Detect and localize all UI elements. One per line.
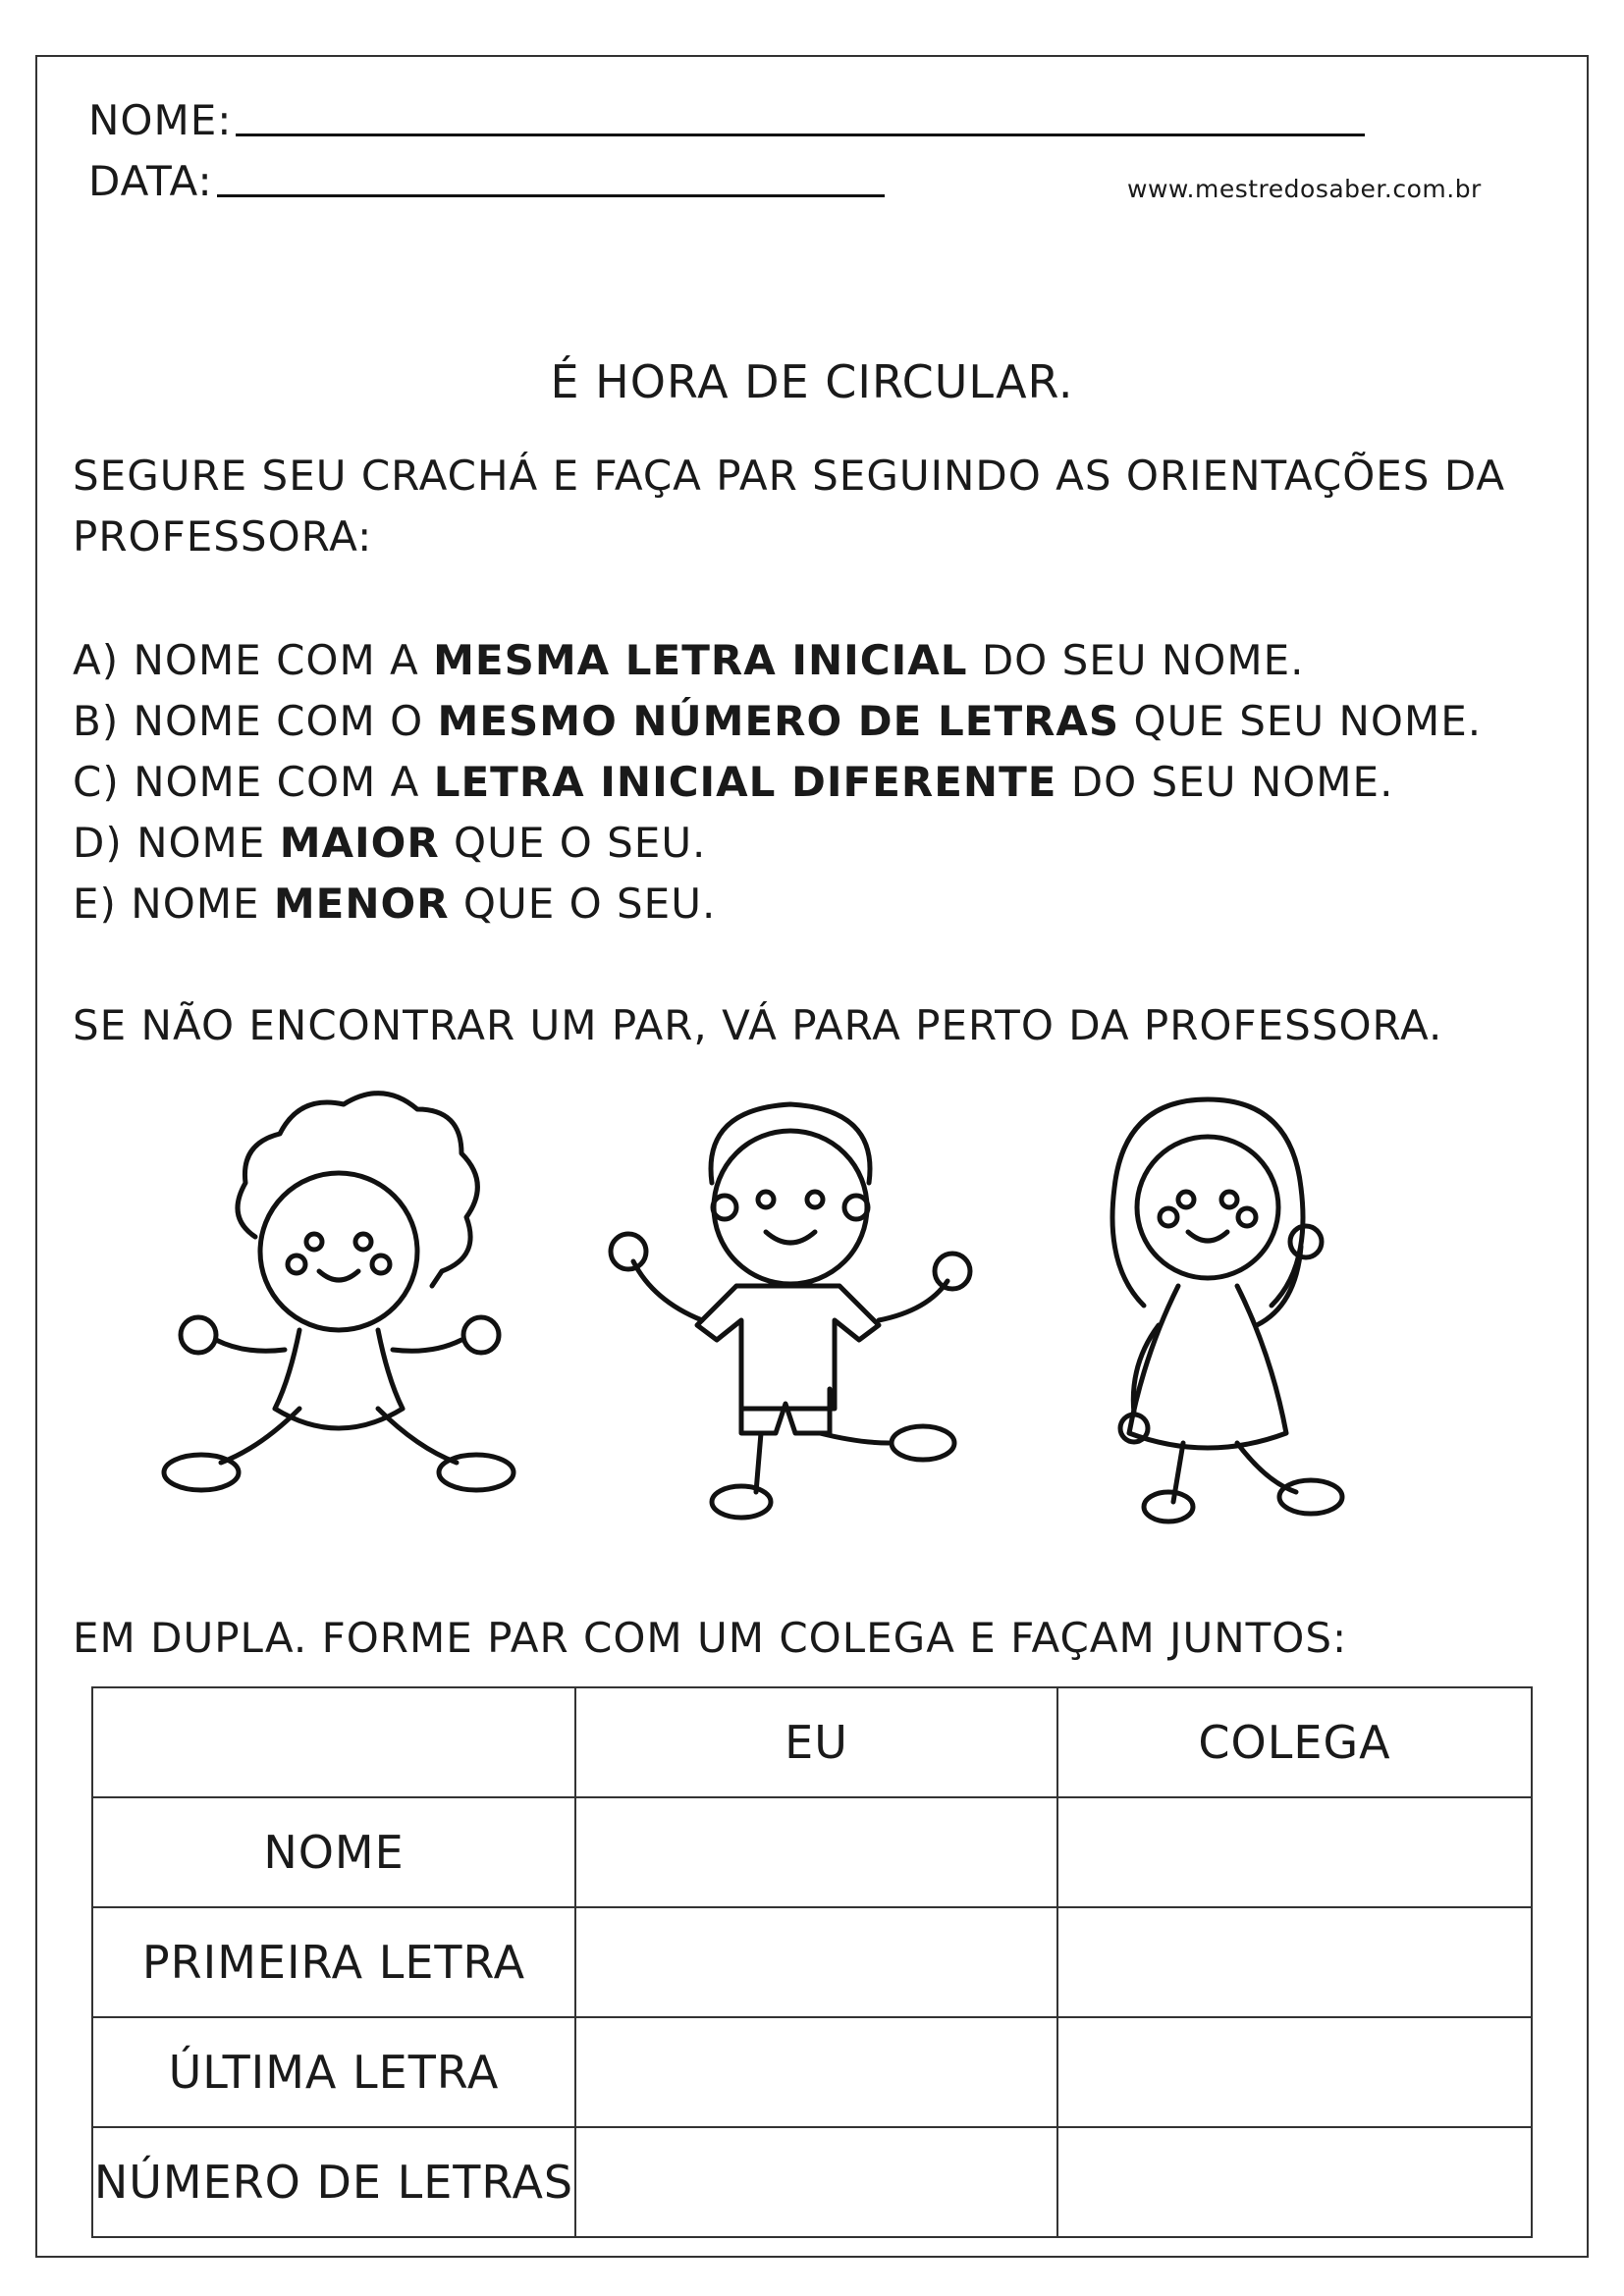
- cell-colega-numero-de-letras[interactable]: [1057, 2127, 1532, 2237]
- name-line[interactable]: [236, 133, 1365, 136]
- table-row: [92, 1907, 1532, 2017]
- cell-colega-nome[interactable]: [1057, 1797, 1532, 1907]
- item-d-pre: D) NOME: [73, 819, 280, 867]
- item-e: [73, 880, 716, 928]
- table-header-row: [92, 1687, 1532, 1797]
- no-pair-note: SE NÃO ENCONTRAR UM PAR, VÁ PARA PERTO DA PROFESSORA.: [73, 1001, 1443, 1049]
- instruction-line-1: SEGURE SEU CRACHÁ E FAÇA PAR SEGUINDO AS ORIENTAÇÕES DA: [73, 452, 1506, 500]
- cell-eu-primeira-letra[interactable]: [575, 1907, 1057, 2017]
- item-a: [73, 636, 1304, 684]
- row-label-primeira-letra: PRIMEIRA LETRA: [92, 1907, 575, 2017]
- item-c-pre: C) NOME COM A: [73, 758, 434, 806]
- children-illustration: [137, 1090, 1434, 1531]
- item-b-bold: MESMO NÚMERO DE LETRAS: [437, 697, 1120, 745]
- header-cell-eu: EU: [575, 1687, 1057, 1797]
- name-field[interactable]: [88, 96, 1365, 144]
- item-e-pre: E) NOME: [73, 880, 274, 928]
- table-row: [92, 2017, 1532, 2127]
- item-e-post: QUE O SEU.: [449, 880, 717, 928]
- item-b: [73, 697, 1482, 745]
- date-label: DATA:: [88, 157, 213, 205]
- table-row: [92, 2127, 1532, 2237]
- website-url: www.mestredosaber.com.br: [1127, 175, 1482, 203]
- name-label: NOME:: [88, 96, 233, 144]
- instruction-line-2: PROFESSORA:: [73, 512, 373, 561]
- row-label-ultima-letra: ÚLTIMA LETRA: [92, 2017, 575, 2127]
- row-label-nome: NOME: [92, 1797, 575, 1907]
- pair-instruction: EM DUPLA. FORME PAR COM UM COLEGA E FAÇAM JUNTOS:: [73, 1614, 1348, 1662]
- cell-colega-primeira-letra[interactable]: [1057, 1907, 1532, 2017]
- item-d-bold: MAIOR: [279, 819, 440, 867]
- item-b-post: QUE SEU NOME.: [1119, 697, 1483, 745]
- header-cell-colega: COLEGA: [1057, 1687, 1532, 1797]
- item-e-bold: MENOR: [273, 880, 450, 928]
- long-hair-girl-drawing: [1112, 1099, 1342, 1522]
- cell-colega-ultima-letra[interactable]: [1057, 2017, 1532, 2127]
- cell-eu-ultima-letra[interactable]: [575, 2017, 1057, 2127]
- item-d: [73, 819, 706, 867]
- item-c: [73, 758, 1393, 806]
- row-label-numero-de-letras: NÚMERO DE LETRAS: [92, 2127, 575, 2237]
- item-d-post: QUE O SEU.: [439, 819, 707, 867]
- date-field[interactable]: [88, 157, 885, 205]
- curly-hair-girl-drawing: [164, 1094, 514, 1490]
- date-line[interactable]: [217, 194, 885, 197]
- item-b-pre: B) NOME COM O: [73, 697, 438, 745]
- boy-drawing: [611, 1104, 970, 1518]
- item-a-bold: MESMA LETRA INICIAL: [433, 636, 968, 684]
- pair-table: [91, 1686, 1533, 2238]
- item-a-pre: A) NOME COM A: [73, 636, 434, 684]
- item-c-bold: LETRA INICIAL DIFERENTE: [433, 758, 1057, 806]
- item-c-post: DO SEU NOME.: [1056, 758, 1394, 806]
- header-cell-empty: [92, 1687, 575, 1797]
- cell-eu-numero-de-letras[interactable]: [575, 2127, 1057, 2237]
- page-title: É HORA DE CIRCULAR.: [550, 355, 1074, 408]
- table-row: [92, 1797, 1532, 1907]
- cell-eu-nome[interactable]: [575, 1797, 1057, 1907]
- item-a-post: DO SEU NOME.: [967, 636, 1305, 684]
